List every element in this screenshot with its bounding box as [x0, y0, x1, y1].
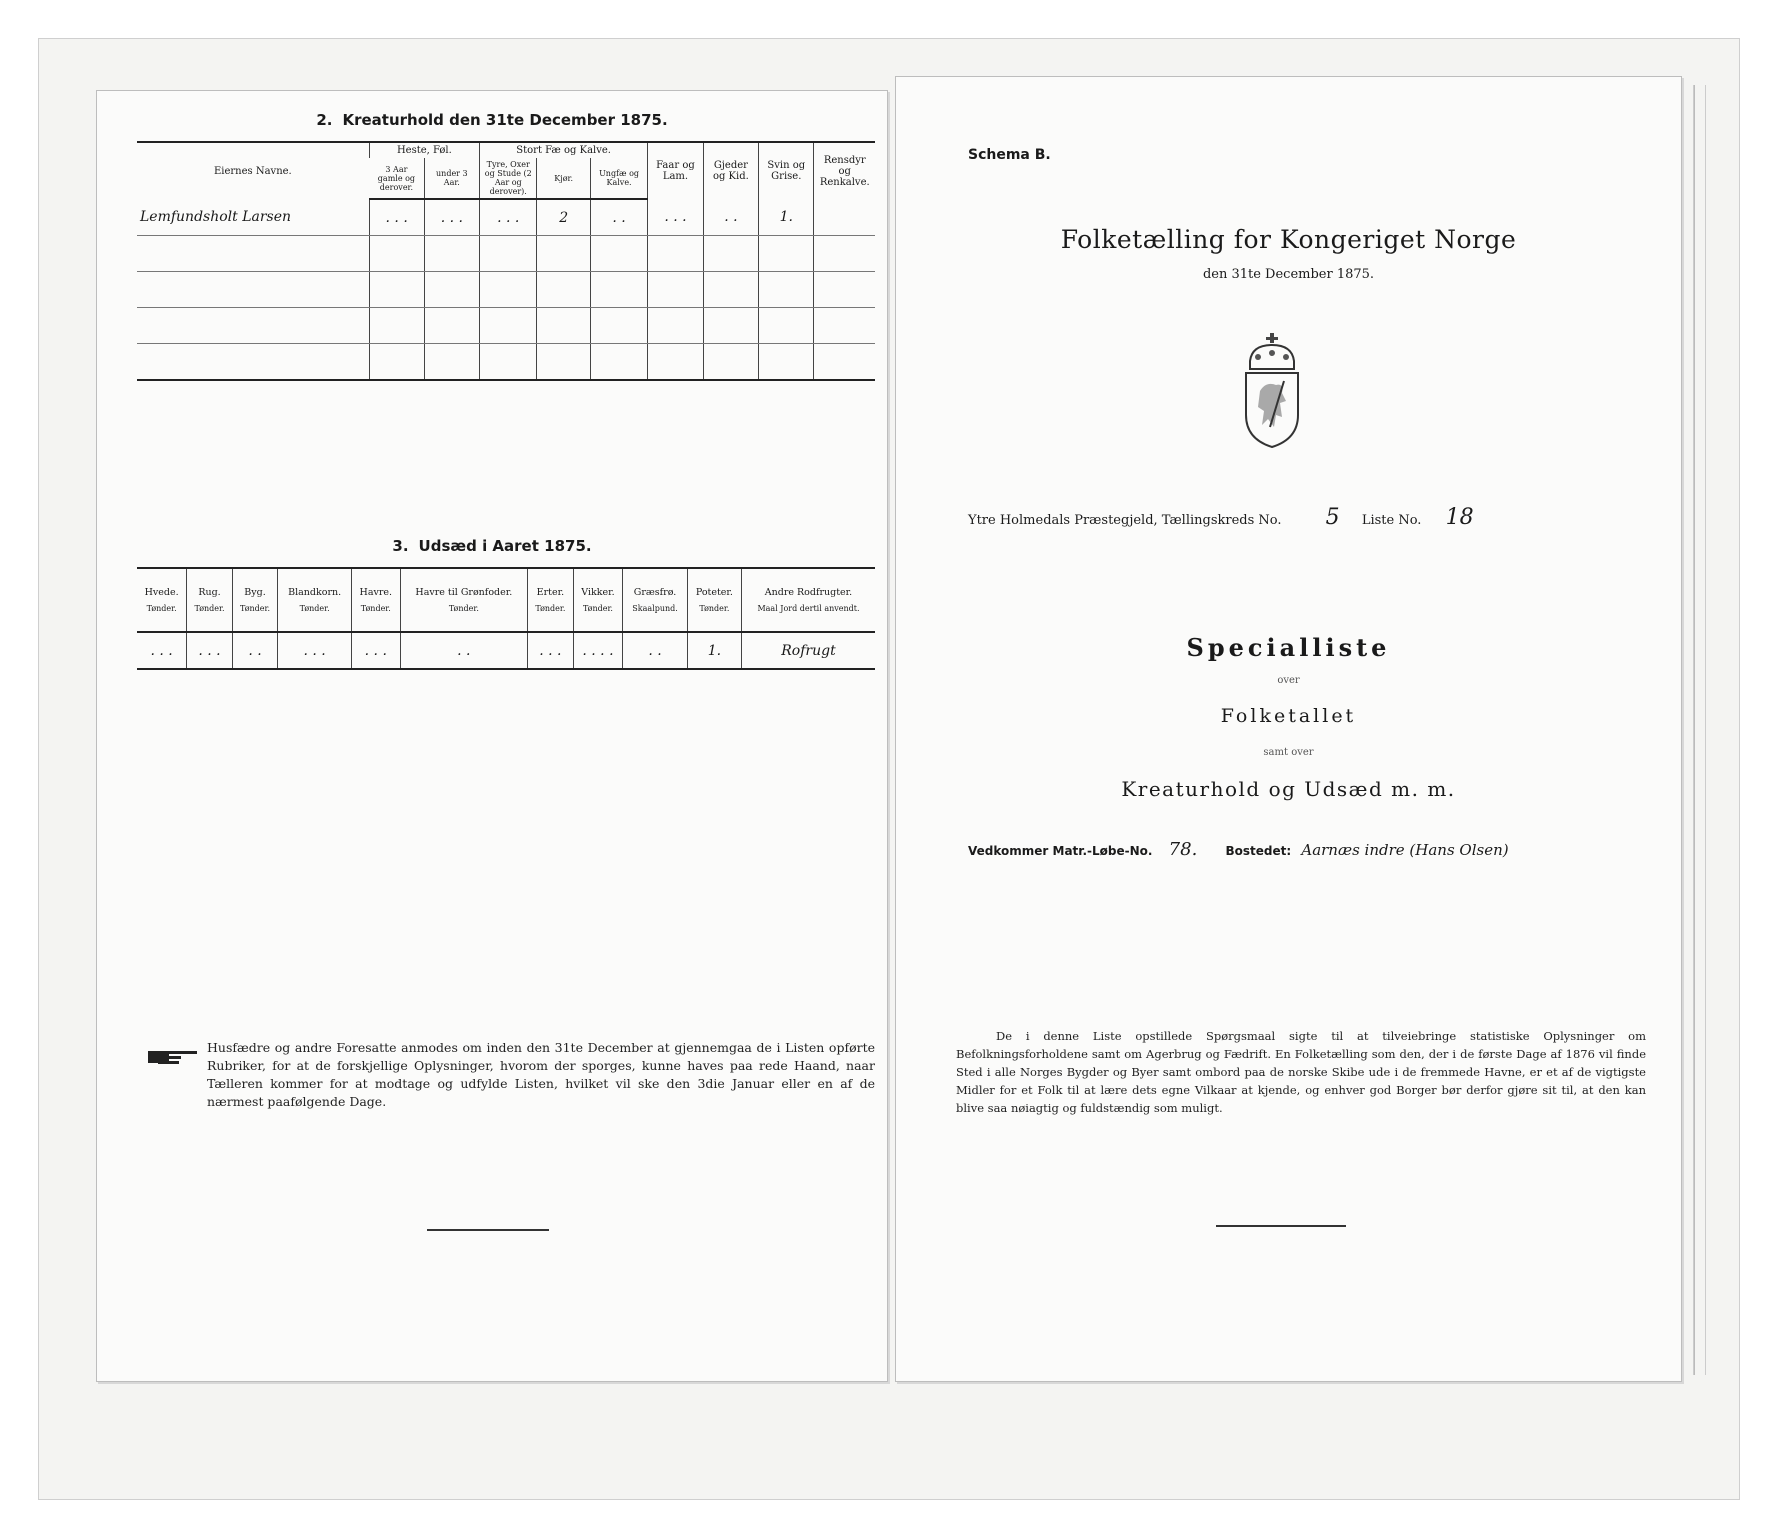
- seed-column-name: Blandkorn.: [288, 587, 342, 598]
- matrikkel-number: 78.: [1168, 839, 1198, 860]
- seed-column-header: [687, 568, 741, 632]
- seed-title: 3. Udsæd i Aaret 1875.: [392, 537, 592, 555]
- left-page: [96, 90, 888, 1382]
- table-row: [137, 272, 875, 308]
- schema-label: Schema B.: [968, 147, 1051, 163]
- seed-column-header: [741, 568, 875, 632]
- seed-header-row: [137, 568, 875, 632]
- table-cell: 1.: [759, 199, 814, 236]
- table-cell: . .: [623, 632, 688, 669]
- kreaturhold-heading: Kreaturhold og Udsæd m. m.: [1121, 777, 1456, 801]
- district-number: 5: [1325, 505, 1340, 530]
- page-edge: [1694, 85, 1706, 1375]
- intro-text: De i denne Liste opstillede Spørgsmaal sigte til at tilveiebringe statistiske Oplysninger om Befolkningsforholdene samt om Agerbrug og Fædrift. En Folketælling som den, der i de første Dage af 1876 vil finde Sted i alle Norges Bygder og Byer samt ombord paa de norske Skibe ude i de fremmede Havne, er et af de vigtigste Midler for et Folk til at lære dets egne Vilkaar at kjende, og enhver god Borger bør derfor gjøre sit til, at den kan blive saa nøiagtig og fuldstændig som muligt.: [956, 1029, 1646, 1115]
- seed-column-name: Erter.: [536, 587, 565, 598]
- table-row: [137, 632, 875, 669]
- livestock-title: 2. Kreaturhold den 31te December 1875.: [316, 111, 668, 129]
- seed-column-unit: Tønder.: [699, 604, 730, 613]
- seed-column-name: Havre.: [359, 587, 393, 598]
- seed-column-unit: Tønder.: [239, 604, 271, 613]
- folketallet-heading: Folketallet: [1220, 705, 1357, 727]
- seed-column-unit: Tønder.: [360, 604, 391, 613]
- seed-column-header: [352, 568, 401, 632]
- seed-column-header: [528, 568, 574, 632]
- sheep-header: Faar og Lam.: [648, 142, 703, 199]
- seed-column-unit: Tønder.: [194, 604, 225, 613]
- district-line: Ytre Holmedals Præstegjeld, Tællingskreds No. 5 Liste No. 18: [968, 505, 1474, 530]
- seed-column-header: [623, 568, 688, 632]
- table-cell: . . .: [187, 632, 233, 669]
- seed-column-name: Rug.: [198, 587, 221, 598]
- table-cell: . . .: [352, 632, 401, 669]
- divider: [427, 1229, 549, 1231]
- table-cell: . .: [590, 199, 647, 236]
- table-cell: . . .: [137, 632, 187, 669]
- table-cell: . . .: [424, 199, 479, 236]
- table-row: [137, 236, 875, 272]
- bosted-value: Aarnæs indre (Hans Olsen): [1301, 841, 1509, 859]
- table-cell: 2: [537, 199, 590, 236]
- horses-header: Heste, Føl.: [369, 142, 479, 158]
- seed-column-unit: Tønder.: [535, 604, 566, 613]
- table-cell: . . .: [369, 199, 424, 236]
- young-cattle-header: Ungfæ og Kalve.: [590, 158, 647, 199]
- owner-header: Eiernes Navne.: [137, 142, 369, 199]
- horses-3plus-header: 3 Aar gamle og derover.: [369, 158, 424, 199]
- seed-column-unit: Tønder.: [299, 604, 330, 613]
- divider: [1216, 1225, 1346, 1227]
- seed-column-name: Hvede.: [144, 587, 179, 598]
- goats-header: Gjeder og Kid.: [703, 142, 758, 199]
- seed-column-name: Vikker.: [581, 587, 615, 598]
- table-cell: . . .: [648, 199, 703, 236]
- samt-over-text: samt over: [1263, 747, 1314, 758]
- list-number: 18: [1445, 505, 1474, 530]
- table-cell: . . .: [278, 632, 352, 669]
- table-cell: . .: [400, 632, 528, 669]
- cattle-header: Stort Fæ og Kalve.: [480, 142, 648, 158]
- matrikkel-line: Vedkommer Matr.-Løbe-No. 78. Bostedet: Aarnæs indre (Hans Olsen): [968, 839, 1509, 860]
- seed-table: [137, 567, 875, 670]
- norway-coat-of-arms-icon: [1240, 331, 1304, 449]
- reindeer-header: Rensdyr og Renkalve.: [814, 142, 875, 199]
- owner-cell: Lemfundsholt Larsen: [137, 199, 369, 236]
- table-cell: . . . .: [573, 632, 623, 669]
- seed-column-name: Græsfrø.: [633, 587, 677, 598]
- seed-column-name: Andre Rodfrugter.: [764, 587, 853, 598]
- seed-column-header: [573, 568, 623, 632]
- table-cell: 1.: [687, 632, 741, 669]
- cows-header: Kjør.: [537, 158, 590, 199]
- table-cell: . .: [232, 632, 278, 669]
- livestock-table: [137, 141, 875, 381]
- seed-column-name: Byg.: [244, 587, 266, 598]
- census-date: den 31te December 1875.: [1202, 267, 1375, 282]
- table-row: [137, 308, 875, 344]
- over-text: over: [1277, 675, 1300, 686]
- seed-column-header: [137, 568, 187, 632]
- seed-column-header: [232, 568, 278, 632]
- notice-text: Husfædre og andre Foresatte anmodes om inden den 31te December at gjennemgaa de i Listen opførte Rubriker, for at de forskjellige Oplysninger, hvorom der sporges, kunne haves paa rede Haand, naar Tælleren kommer for at modtage og udfylde Listen, hvilket vil ske den 3die Januar eller en af de nærmest paafølgende Dage.: [207, 1040, 875, 1109]
- table-cell: Rofrugt: [741, 632, 875, 669]
- table-cell: . . .: [480, 199, 537, 236]
- table-cell: . .: [703, 199, 758, 236]
- seed-column-unit: Tønder.: [146, 604, 177, 613]
- seed-column-unit: Tønder.: [448, 604, 479, 613]
- seed-column-unit: Tønder.: [582, 604, 613, 613]
- pigs-header: Svin og Grise.: [759, 142, 814, 199]
- table-cell: . . .: [528, 632, 574, 669]
- seed-column-header: [400, 568, 528, 632]
- seed-column-unit: Maal Jord dertil anvendt.: [757, 604, 860, 613]
- table-row: [137, 344, 875, 381]
- table-row: [137, 199, 875, 236]
- seed-column-name: Poteter.: [695, 587, 733, 598]
- right-page: [895, 76, 1682, 1382]
- pointing-hand-icon: [147, 1043, 199, 1069]
- specialliste-heading: Specialliste: [1186, 633, 1391, 662]
- seed-column-name: Havre til Grønfoder.: [415, 587, 513, 598]
- census-title: Folketælling for Kongeriget Norge: [1060, 225, 1517, 254]
- table-cell: [814, 199, 875, 236]
- page-edge: [1682, 85, 1694, 1375]
- horses-under3-header: under 3 Aar.: [424, 158, 479, 199]
- seed-column-header: [278, 568, 352, 632]
- bulls-header: Tyre, Oxer og Stude (2 Aar og derover).: [480, 158, 537, 199]
- seed-column-unit: Skaalpund.: [632, 604, 678, 613]
- seed-column-header: [187, 568, 233, 632]
